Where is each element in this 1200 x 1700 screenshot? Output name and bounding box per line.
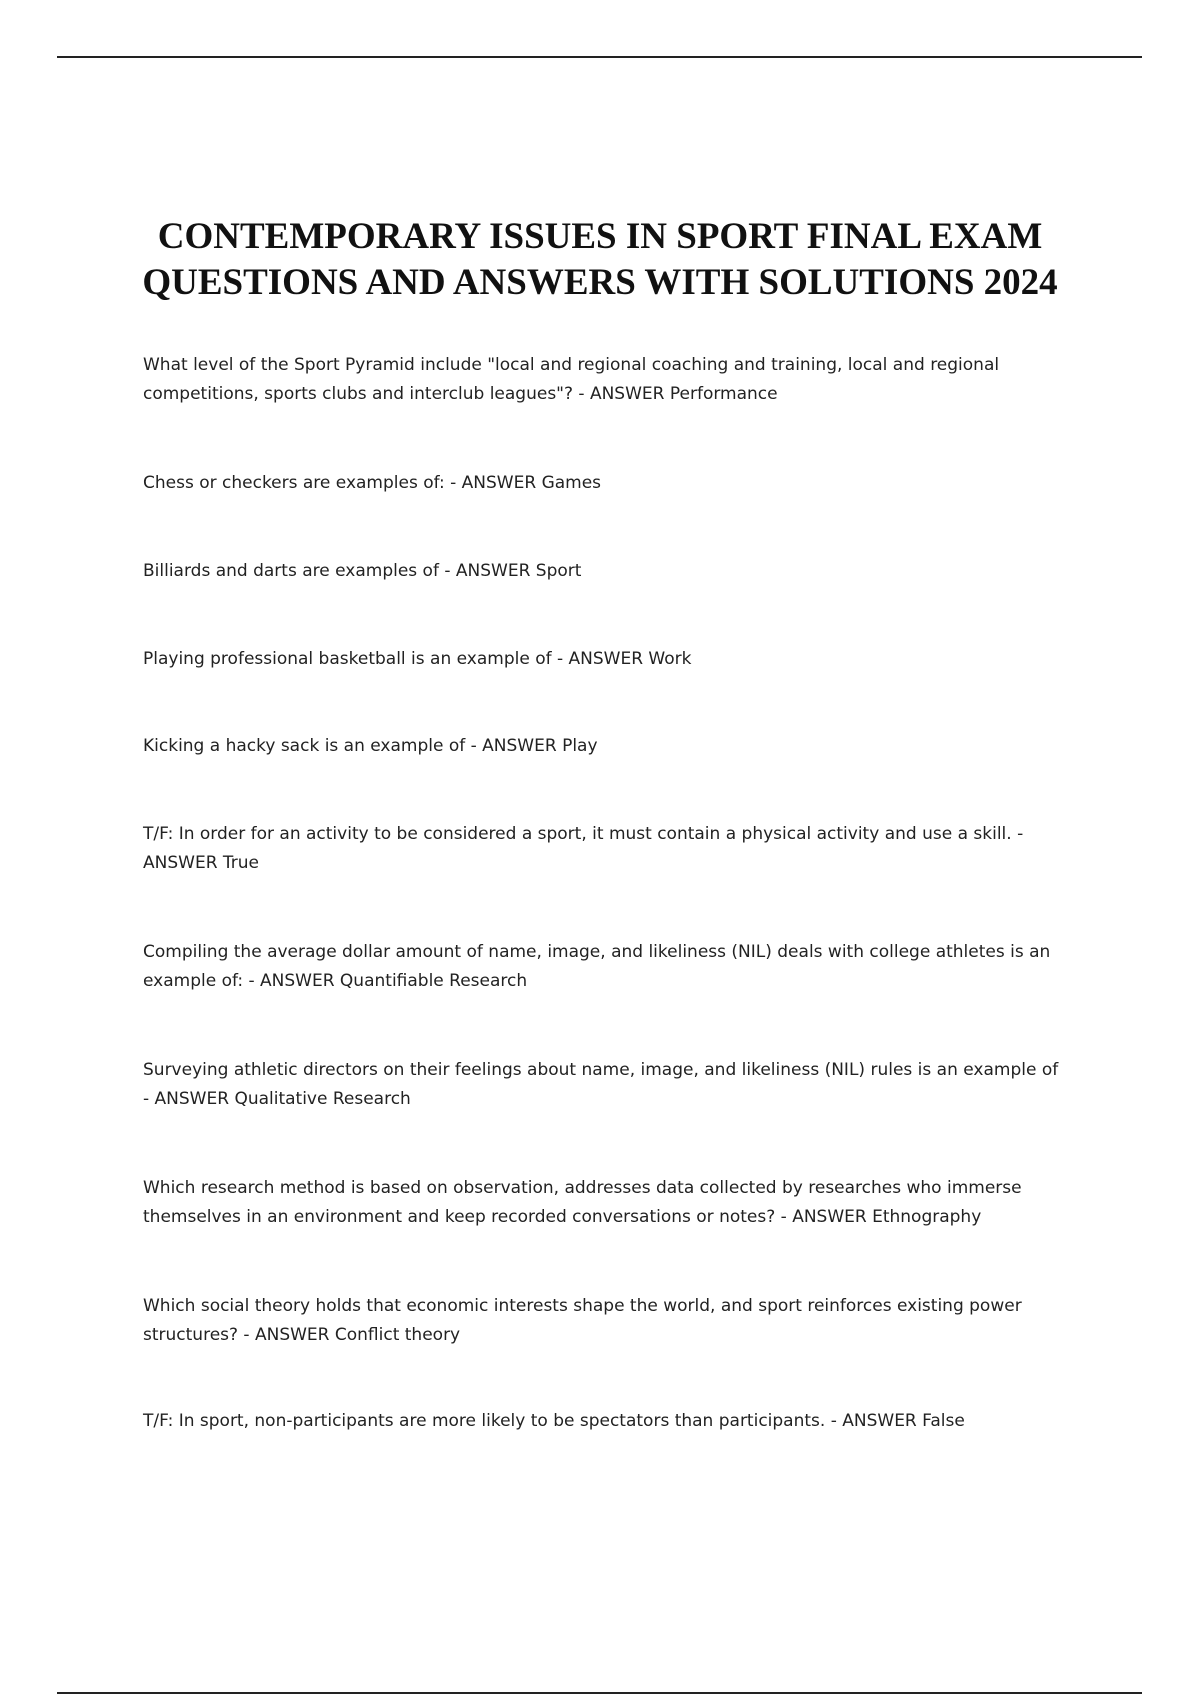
top-rule — [57, 56, 1142, 58]
bottom-rule — [57, 1692, 1142, 1694]
qa-item-4: Playing professional basketball is an example of - ANSWER Work — [143, 649, 692, 669]
document-title: CONTEMPORARY ISSUES IN SPORT FINAL EXAM QUESTIONS AND ANSWERS WITH SOLUTIONS 2024 — [142, 216, 1058, 303]
qa-item-3: Billiards and darts are examples of - ANSWER Sport — [143, 561, 582, 581]
qa-item-7: Compiling the average dollar amount of name, image, and likeliness (NIL) deals with college athletes is an example of: - ANSWER Quantifiable Research — [143, 942, 1051, 991]
qa-item-5: Kicking a hacky sack is an example of - ANSWER Play — [143, 736, 598, 756]
qa-item-9: Which research method is based on observation, addresses data collected by researches who immerse themselves in an environment and keep recorded conversations or notes? - ANSWER Ethnography — [143, 1178, 1022, 1227]
qa-list — [143, 351, 1063, 1436]
qa-item-10: Which social theory holds that economic interests shape the world, and sport reinforces existing power structures? - ANSWER Conflict theory — [143, 1296, 1022, 1345]
qa-item-8: Surveying athletic directors on their feelings about name, image, and likeliness (NIL) rules is an example of - ANSWER Qualitative Research — [143, 1060, 1059, 1109]
qa-item-6: T/F: In order for an activity to be considered a sport, it must contain a physical activity and use a skill. - ANSWER True — [143, 824, 1024, 873]
qa-item-11: T/F: In sport, non-participants are more likely to be spectators than participants. - ANSWER False — [143, 1411, 965, 1431]
qa-item-2: Chess or checkers are examples of: - ANSWER Games — [143, 473, 602, 493]
qa-item-1: What level of the Sport Pyramid include "local and regional coaching and training, local and regional competitions, sports clubs and interclub leagues"? - ANSWER Performance — [143, 355, 1000, 404]
